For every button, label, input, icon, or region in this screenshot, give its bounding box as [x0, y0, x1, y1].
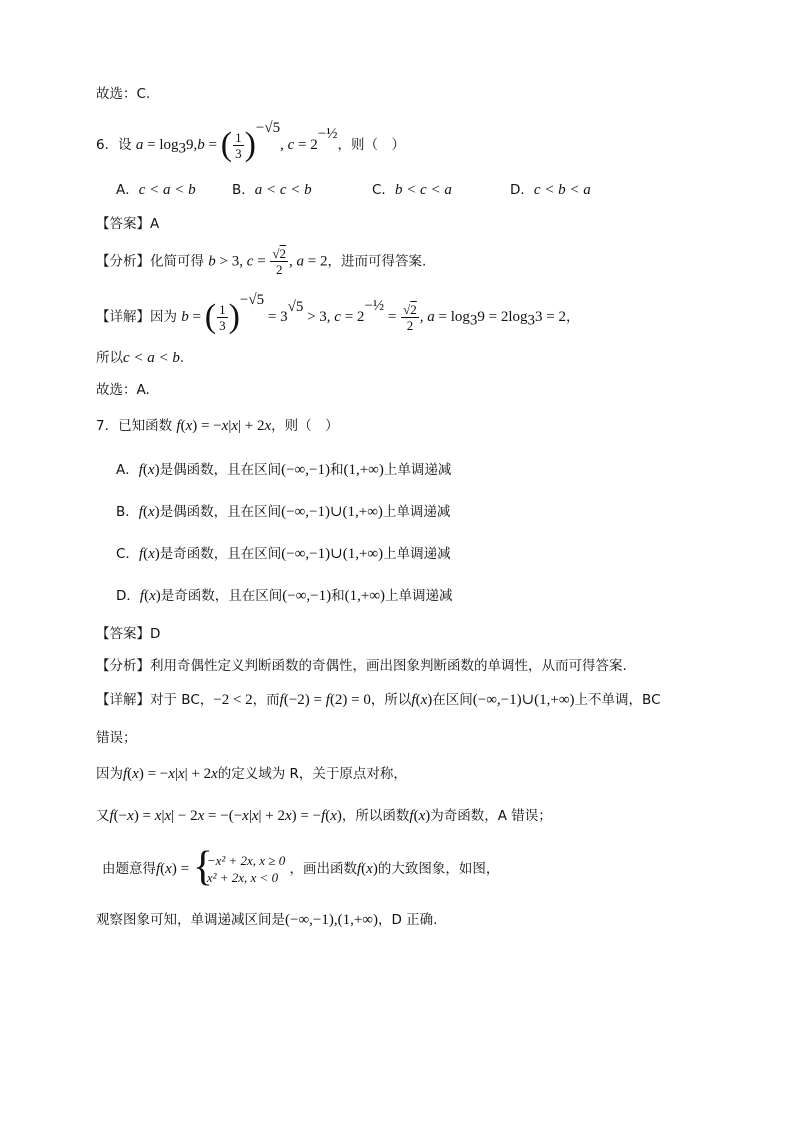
q6-detail: 【详解】因为 b = ( $\frac{1}{3}$ )$^{-√5} = 3^{√5} > 3$, $c = 2^{-\frac{1}{2}}$ = $\frac{√2}{2}$ , $a = \log_39 = 2\log_33 = 2$， — [96, 291, 580, 335]
q7-analysis: 【分析】利用奇偶性定义判断函数的奇偶性，画出图象判断函数的单调性，从而可得答案. — [96, 658, 627, 674]
q7-option-c: C．f(x)是奇函数，且在区间(−∞,−1)∪(1,+∞)上单调递减 — [116, 546, 451, 562]
q6-answer: 【答案】A — [96, 216, 160, 232]
q7-option-d: D．f(x)是奇函数，且在区间(−∞,−1)和(1,+∞)上单调递减 — [116, 588, 453, 604]
q7-stem: 7．已知函数 f(x) = −x|x| + 2x，则（ ） — [96, 418, 339, 434]
q7-option-b: B．f(x)是偶函数，且在区间(−∞,−1)∪(1,+∞)上单调递减 — [116, 504, 451, 520]
q6-analysis: 【分析】化简可得 b > 3, c = $\frac{√2}{2}$ , a = 2，进而可得答案. — [96, 246, 427, 277]
q7-option-a: A．f(x)是偶函数，且在区间(−∞,−1)和(1,+∞)上单调递减 — [116, 462, 452, 478]
q7-detail-6: 观察图象可知，单调递减区间是(−∞,−1),(1,+∞)，D 正确. — [96, 912, 438, 928]
q6-option-a: A．c < a < b — [116, 182, 196, 198]
q6-stem: 6．设 $a = \log_39,b$ = ( $\frac{1}{3}$ )$^{-√5}$, $c = 2^{-\frac{1}{2}}$，则（ ） — [96, 119, 405, 163]
q7-detail-4: 又f(−x) = x|x| − 2x = −(−x|x| + 2x) = −f(x)，所以函数f(x)为奇函数，A 错误； — [96, 808, 552, 824]
prev-answer: 故选：C. — [96, 86, 151, 102]
q6-conclusion: 所以c < a < b. — [96, 350, 185, 366]
q7-detail-2: 错误； — [96, 730, 137, 746]
q6-option-c: C．b < c < a — [372, 182, 452, 198]
piecewise-definition: { −x² + 2x, x ≥ 0 x² + 2x, x < 0 — [192, 844, 286, 890]
q7-detail-1: 【详解】对于 BC，−2 < 2，而f(−2) = f(2) = 0，所以f(x)在区间(−∞,−1)∪(1,+∞)上不单调，BC — [96, 692, 661, 708]
q6-option-d: D．c < b < a — [510, 182, 591, 198]
q7-answer: 【答案】D — [96, 626, 161, 642]
q6-choose: 故选：A. — [96, 382, 150, 398]
q7-detail-5: 由题意得f(x) = { −x² + 2x, x ≥ 0 x² + 2x, x < 0 ，画出函数f(x)的大致图象，如图， — [102, 844, 500, 890]
q6-option-b: B．a < c < b — [232, 182, 312, 198]
q7-detail-3: 因为f(x) = −x|x| + 2x的定义域为 R，关于原点对称， — [96, 766, 407, 782]
